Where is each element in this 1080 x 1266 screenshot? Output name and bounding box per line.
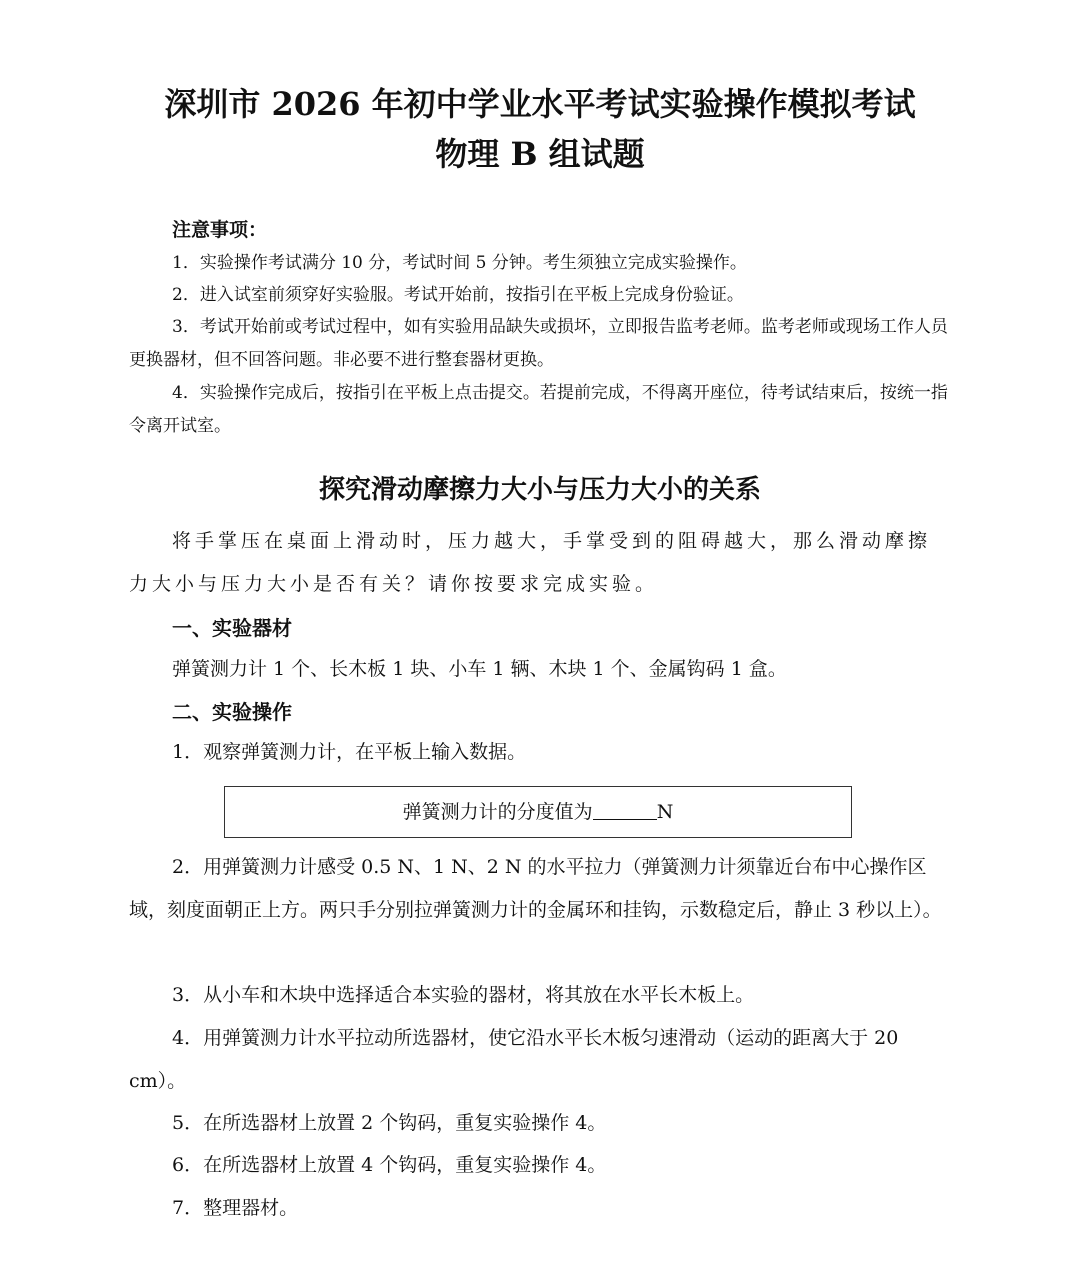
notice-item-2: 2．进入试室前须穿好实验服。考试开始前，按指引在平板上完成身份验证。 [172, 285, 744, 305]
notice-item-3: 3．考试开始前或考试过程中，如有实验用品缺失或损坏，立即报告监考老师。监考老师或现场工作人员更换器材，但不回答问题。非必要不进行整套器材更换。 [129, 317, 948, 370]
answer-unit: N [656, 801, 674, 823]
step-7: 7．整理器材。 [172, 1197, 299, 1219]
step-3: 3．从小车和木块中选择适合本实验的器材，将其放在水平长木板上。 [172, 984, 755, 1006]
step-1: 1．观察弹簧测力计，在平板上输入数据。 [172, 741, 527, 763]
equipment-list: 弹簧测力计 1 个、长木板 1 块、小车 1 辆、木块 1 个、金属钩码 1 盒。 [172, 658, 787, 680]
experiment-intro: 将手掌压在桌面上滑动时，压力越大，手掌受到的阻碍越大，那么滑动摩擦力大小与压力大小是否有关？请你按要求完成实验。 [129, 530, 932, 595]
notice-heading: 注意事项： [172, 219, 268, 241]
section-equipment-heading: 一、实验器材 [172, 616, 292, 640]
notice-item-1: 1．实验操作考试满分 10 分，考试时间 5 分钟。考生须独立完成实验操作。 [172, 253, 747, 273]
notice-item-4: 4．实验操作完成后，按指引在平板上点击提交。若提前完成，不得离开座位，待考试结束后，按统一指令离开试室。 [129, 383, 948, 436]
exam-title: 深圳市 2026 年初中学业水平考试实验操作模拟考试 [164, 85, 916, 123]
step-2: 2．用弹簧测力计感受 0.5 N、1 N、2 N 的水平拉力（弹簧测力计须靠近台布中心操作区域，刻度面朝正上方。两只手分别拉弹簧测力计的金属环和挂钩，示数稳定后，静止 3 秒以上）。 [129, 856, 942, 921]
step-4: 4．用弹簧测力计水平拉动所选器材，使它沿水平长木板匀速滑动（运动的距离大于 20 cm）。 [129, 1027, 899, 1092]
step-5: 5．在所选器材上放置 2 个钩码，重复实验操作 4。 [172, 1112, 607, 1134]
exam-subtitle: 物理 B 组试题 [435, 135, 645, 173]
answer-prompt: 弹簧测力计的分度值为 [402, 801, 593, 823]
step-6: 6．在所选器材上放置 4 个钩码，重复实验操作 4。 [172, 1154, 607, 1176]
section-operation-heading: 二、实验操作 [172, 700, 292, 724]
answer-box [224, 786, 852, 838]
answer-blank [593, 795, 657, 820]
experiment-title: 探究滑动摩擦力大小与压力大小的关系 [318, 475, 761, 505]
